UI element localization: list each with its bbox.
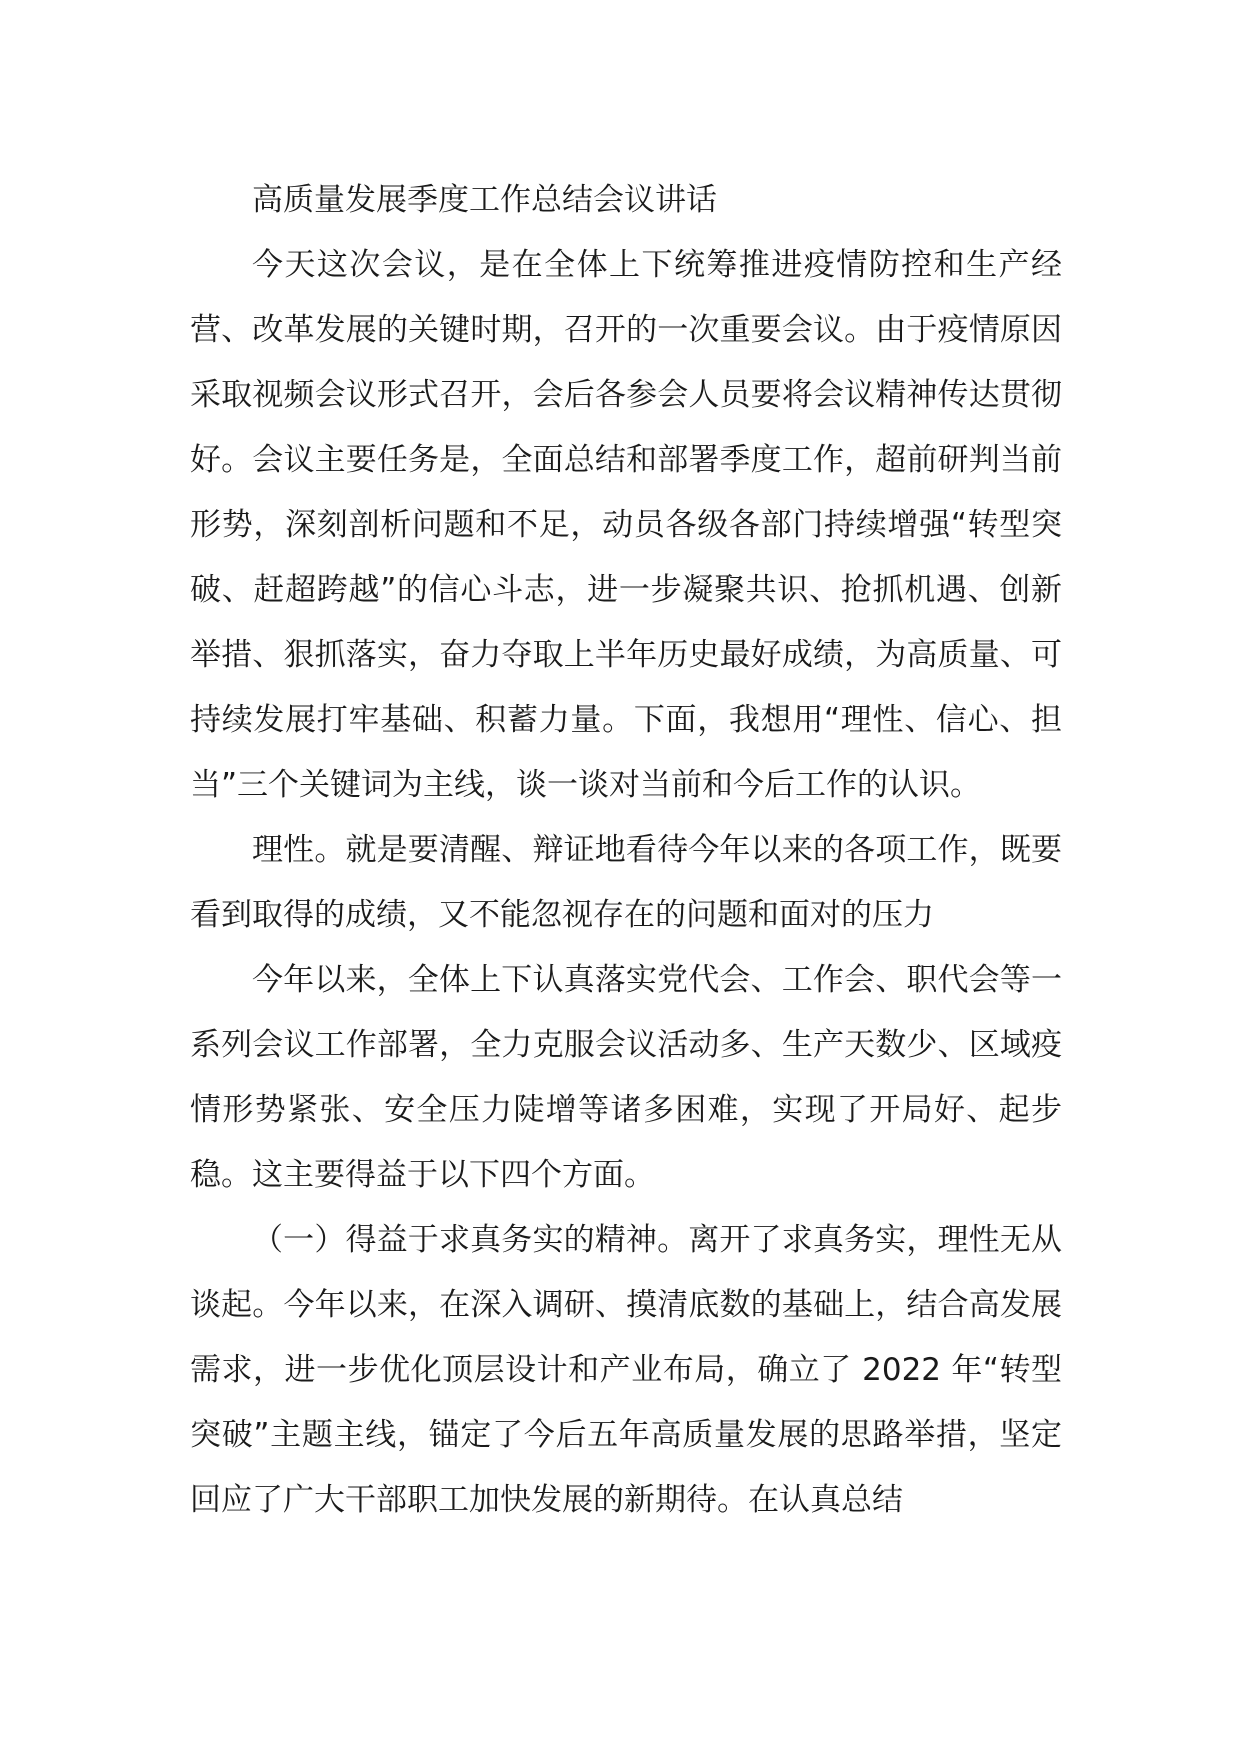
paragraph-rationality: 理性。就是要清醒、辩证地看待今年以来的各项工作，既要看到取得的成绩，又不能忽视存在的问题和面对的压力 xyxy=(190,832,1062,933)
document-body xyxy=(190,168,1062,1533)
paragraph-opening: 今天这次会议，是在全体上下统筹推进疫情防控和生产经营、改革发展的关键时期，召开的一次重要会议。由于疫情原因采取视频会议形式召开，会后各参会人员要将会议精神传达贯彻好。会议主要任务是，全面总结和部署季度工作，超前研判当前形势，深刻剖析问题和不足，动员各级各部门持续增强“转型突破、赶超跨越”的信心斗志，进一步凝聚共识、抢抓机遇、创新举措、狠抓落实，奋力夺取上半年历史最好成绩，为高质量、可持续发展打牢基础、积蓄力量。下面，我想用“理性、信心、担当”三个关键词为主线，谈一谈对当前和今后工作的认识。 xyxy=(190,247,1062,803)
paragraph-section-one: （一）得益于求真务实的精神。离开了求真务实，理性无从谈起。今年以来，在深入调研、摸清底数的基础上，结合高发展需求，进一步优化顶层设计和产业布局，确立了 2022 年“转型突破”主题主线，锚定了今后五年高质量发展的思路举措，坚定回应了广大干部职工加快发展的新期待。在认真总结 xyxy=(190,1222,1062,1518)
document-title: 高质量发展季度工作总结会议讲话 xyxy=(252,182,717,218)
paragraph-achievements: 今年以来，全体上下认真落实党代会、工作会、职代会等一系列会议工作部署，全力克服会议活动多、生产天数少、区域疫情形势紧张、安全压力陡增等诸多困难，实现了开局好、起步稳。这主要得益于以下四个方面。 xyxy=(190,962,1062,1193)
